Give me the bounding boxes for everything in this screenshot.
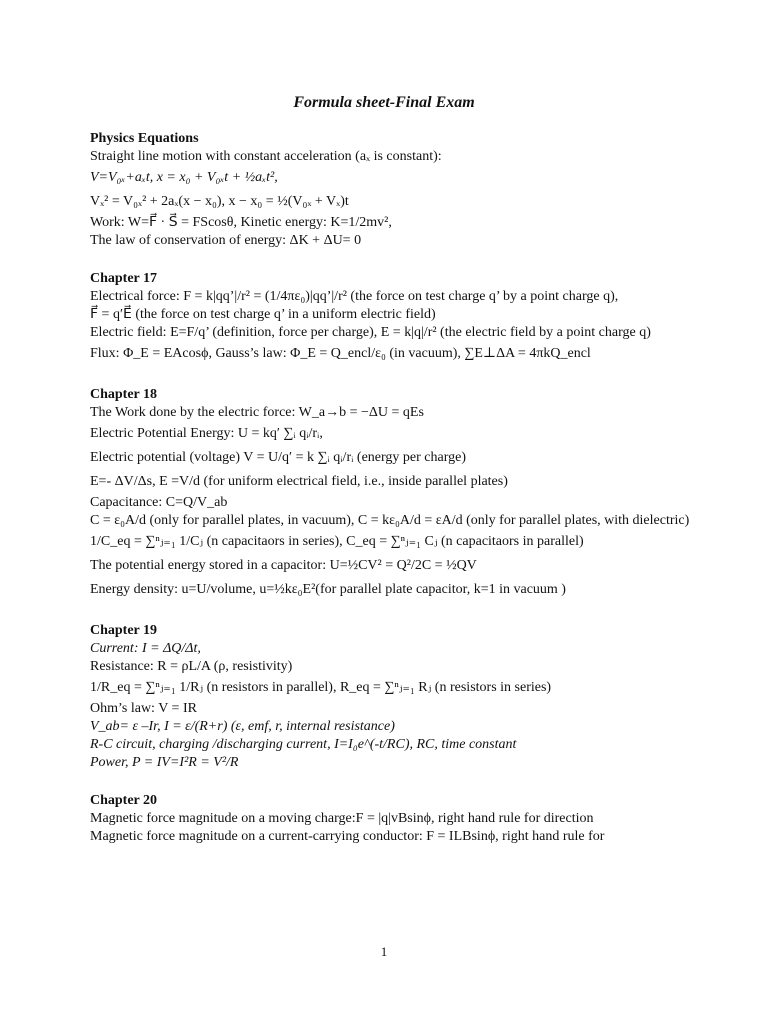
formula-line: Magnetic force magnitude on a moving charge:F = |q|vBsinϕ, right hand rule for direction (90, 811, 594, 826)
section (90, 130, 690, 250)
section-heading: Physics Equations (90, 131, 199, 146)
section-heading: Chapter 17 (90, 271, 158, 286)
formula-line: E=- ΔV/Δs, E =V/d (for uniform electrical field, i.e., inside parallel plates) (90, 474, 508, 489)
formula-line: R-C circuit, charging /discharging current, I=I₀e^(-t/RC), RC, time constant (90, 737, 517, 752)
formula-line: Capacitance: C=Q/V_ab (90, 495, 228, 510)
formula-line: Magnetic force magnitude on a current-carrying conductor: F = ILBsinϕ, right hand rule for (90, 829, 605, 844)
formula-line: Electric Potential Energy: U = kq′ ∑ᵢ qᵢ/rᵢ, (90, 426, 323, 441)
page-number: 1 (380, 944, 388, 959)
formula-line: The law of conservation of energy: ΔK + ΔU= 0 (90, 233, 362, 248)
formula-line: Power, P = IV=I²R = V²/R (90, 755, 239, 770)
formula-line: 1/R_eq = ∑ⁿⱼ₌₁ 1/Rⱼ (n resistors in parallel), R_eq = ∑ⁿⱼ₌₁ Rⱼ (n resistors in series) (90, 680, 552, 695)
formula-line: Electric field: E=F/q’ (definition, force per charge), E = k|q|/r² (the electric field by a point charge q) (90, 325, 651, 340)
formula-line: Ohm’s law: V = IR (90, 701, 197, 716)
formula-line: Flux: Φ_E = EAcosϕ, Gauss’s law: Φ_E = Q_encl/ε₀ (in vacuum), ∑E⊥ΔA = 4πkQ_encl (90, 346, 591, 361)
formula-line: F⃗ = q′E⃗ (the force on test charge q’ in a uniform electric field) (90, 307, 436, 322)
formula-line: Resistance: R = ρL/A (ρ, resistivity) (90, 659, 293, 674)
section-heading: Chapter 20 (90, 793, 158, 808)
document-body (90, 130, 690, 866)
formula-line: Work: W=F⃗ · S⃗ = FScosθ, Kinetic energy: K=1/2mv², (90, 215, 392, 230)
formula-line: C = ε₀A/d (only for parallel plates, in vacuum), C = kε₀A/d = εA/d (only for parallel plates, with dielectric) (90, 513, 690, 528)
section-heading: Chapter 19 (90, 623, 158, 638)
section (90, 270, 690, 366)
formula-line: Electrical force: F = k|qq’|/r² = (1/4πε₀)|qq’|/r² (the force on test charge q’ by a point charge q), (90, 289, 619, 304)
page-title: Formula sheet-Final Exam (293, 94, 475, 111)
formula-line: 1/C_eq = ∑ⁿⱼ₌₁ 1/Cⱼ (n capacitaors in series), C_eq = ∑ⁿⱼ₌₁ Cⱼ (n capacitaors in parallel) (90, 534, 584, 549)
formula-line: The Work done by the electric force: W_a→b = −ΔU = qEs (90, 405, 424, 420)
section (90, 622, 690, 772)
section (90, 386, 690, 602)
section-heading: Chapter 18 (90, 387, 158, 402)
formula-line: Current: I = ΔQ/Δt, (90, 641, 201, 656)
formula-line: The potential energy stored in a capacitor: U=½CV² = Q²/2C = ½QV (90, 558, 477, 573)
section (90, 792, 690, 846)
formula-line: Vₓ² = V₀ₓ² + 2aₓ(x − x₀), x − x₀ = ½(V₀ₓ + Vₓ)t (90, 194, 349, 209)
formula-line: V=V₀ₓ+aₓt, x = x₀ + V₀ₓt + ½aₓt², (90, 170, 278, 185)
formula-line: Straight line motion with constant acceleration (aₓ is constant): (90, 149, 442, 164)
formula-line: Energy density: u=U/volume, u=½kε₀E²(for parallel plate capacitor, k=1 in vacuum ) (90, 582, 566, 597)
formula-line: V_ab= ε –Ir, I = ε/(R+r) (ε, emf, r, internal resistance) (90, 719, 395, 734)
formula-line: Electric potential (voltage) V = U/q′ = k ∑ᵢ qᵢ/rᵢ (energy per charge) (90, 450, 466, 465)
